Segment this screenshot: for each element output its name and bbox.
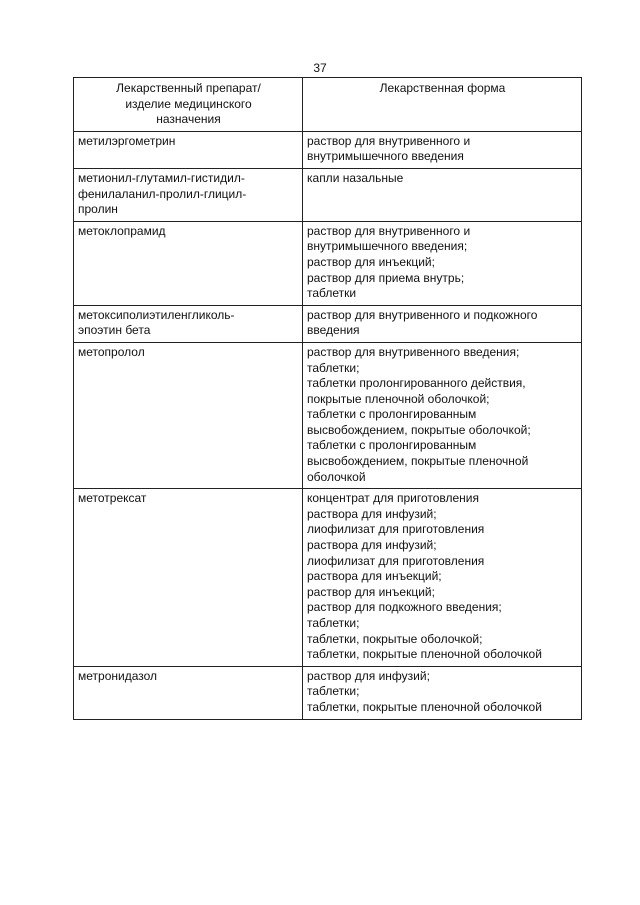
cell-line: изделие медицинского xyxy=(125,96,252,111)
cell-line: раствор для инъекций; xyxy=(307,584,435,599)
cell-line: лиофилизат для приготовления xyxy=(307,553,485,568)
cell-line: капли назальные xyxy=(307,170,404,185)
cell-line: метопролол xyxy=(78,344,145,359)
cell-line: фенилаланил-пролил-глицил- xyxy=(78,186,247,201)
cell-line: раствор для внутривенного введения; xyxy=(307,344,520,359)
cell-line: раствора для инфузий; xyxy=(307,506,437,521)
header-drug xyxy=(74,78,303,132)
dosage-form-cell xyxy=(303,131,582,168)
table-row xyxy=(74,342,582,488)
cell-line: раствор для внутривенного и xyxy=(307,223,471,238)
drug-name-cell xyxy=(74,131,303,168)
drug-name-cell xyxy=(74,221,303,305)
cell-line: метоксиполиэтиленгликоль- xyxy=(78,307,235,322)
cell-line: раствор для инъекций; xyxy=(307,254,435,269)
cell-line: назначения xyxy=(156,112,221,127)
cell-line: раствора для инъекций; xyxy=(307,569,442,584)
page-number: 37 xyxy=(313,61,327,75)
cell-line: Лекарственный препарат/ xyxy=(116,81,261,95)
cell-line: раствор для приема внутрь; xyxy=(307,270,465,285)
drug-name-cell xyxy=(74,489,303,667)
dosage-form-cell xyxy=(303,342,582,488)
cell-line: внутримышечного введения xyxy=(307,149,464,164)
cell-line: эпоэтин бета xyxy=(78,323,151,338)
cell-line: раствора для инфузий; xyxy=(307,538,437,553)
drug-name-cell xyxy=(74,342,303,488)
table-row xyxy=(74,131,582,168)
cell-line: метилэргометрин xyxy=(78,133,176,148)
cell-line: Лекарственная форма xyxy=(379,81,506,95)
cell-line: таблетки; xyxy=(307,360,360,375)
cell-line: метронидазол xyxy=(78,668,158,683)
cell-line: метотрексат xyxy=(78,491,147,506)
cell-line: метионил-глутамил-гистидил- xyxy=(78,170,245,185)
cell-line: высвобождением, покрытые пленочной xyxy=(307,454,529,469)
cell-line: лиофилизат для приготовления xyxy=(307,522,485,537)
cell-line: раствор для подкожного введения; xyxy=(307,600,502,615)
cell-line: покрытые пленочной оболочкой; xyxy=(307,391,490,406)
drug-name-cell xyxy=(74,305,303,342)
cell-line: введения xyxy=(307,323,360,338)
dosage-form-cell xyxy=(303,666,582,719)
cell-line: внутримышечного введения; xyxy=(307,239,468,254)
cell-line: раствор для внутривенного и xyxy=(307,133,471,148)
cell-line: таблетки; xyxy=(307,616,360,630)
dosage-form-cell xyxy=(303,168,582,221)
cell-line: таблетки; xyxy=(307,684,360,699)
cell-line: пролин xyxy=(78,202,118,217)
cell-line: концентрат для приготовления xyxy=(307,491,480,506)
cell-line: высвобождением, покрытые оболочкой; xyxy=(307,422,531,437)
cell-line: таблетки, покрытые пленочной оболочкой xyxy=(307,699,542,714)
table-row xyxy=(74,221,582,305)
table-header-row xyxy=(74,78,582,132)
cell-line: метоклопрамид xyxy=(78,223,166,238)
drug-table xyxy=(73,77,582,720)
dosage-form-cell xyxy=(303,489,582,667)
drug-name-cell xyxy=(74,168,303,221)
dosage-form-cell xyxy=(303,305,582,342)
cell-line: раствор для внутривенного и подкожного xyxy=(307,307,538,322)
cell-line: таблетки с пролонгированным xyxy=(307,407,477,422)
cell-line: таблетки, покрытые оболочкой; xyxy=(307,631,483,646)
cell-line: таблетки с пролонгированным xyxy=(307,438,477,453)
cell-line: таблетки пролонгированного действия, xyxy=(307,376,526,391)
cell-line: таблетки xyxy=(307,286,357,301)
cell-line: раствор для инфузий; xyxy=(307,668,430,683)
dosage-form-cell xyxy=(303,221,582,305)
header-form xyxy=(303,78,582,132)
table-row xyxy=(74,305,582,342)
table-row xyxy=(74,666,582,719)
table-row xyxy=(74,168,582,221)
table-row xyxy=(74,489,582,667)
drug-name-cell xyxy=(74,666,303,719)
cell-line: оболочкой xyxy=(307,469,366,484)
cell-line: таблетки, покрытые пленочной оболочкой xyxy=(307,647,542,662)
